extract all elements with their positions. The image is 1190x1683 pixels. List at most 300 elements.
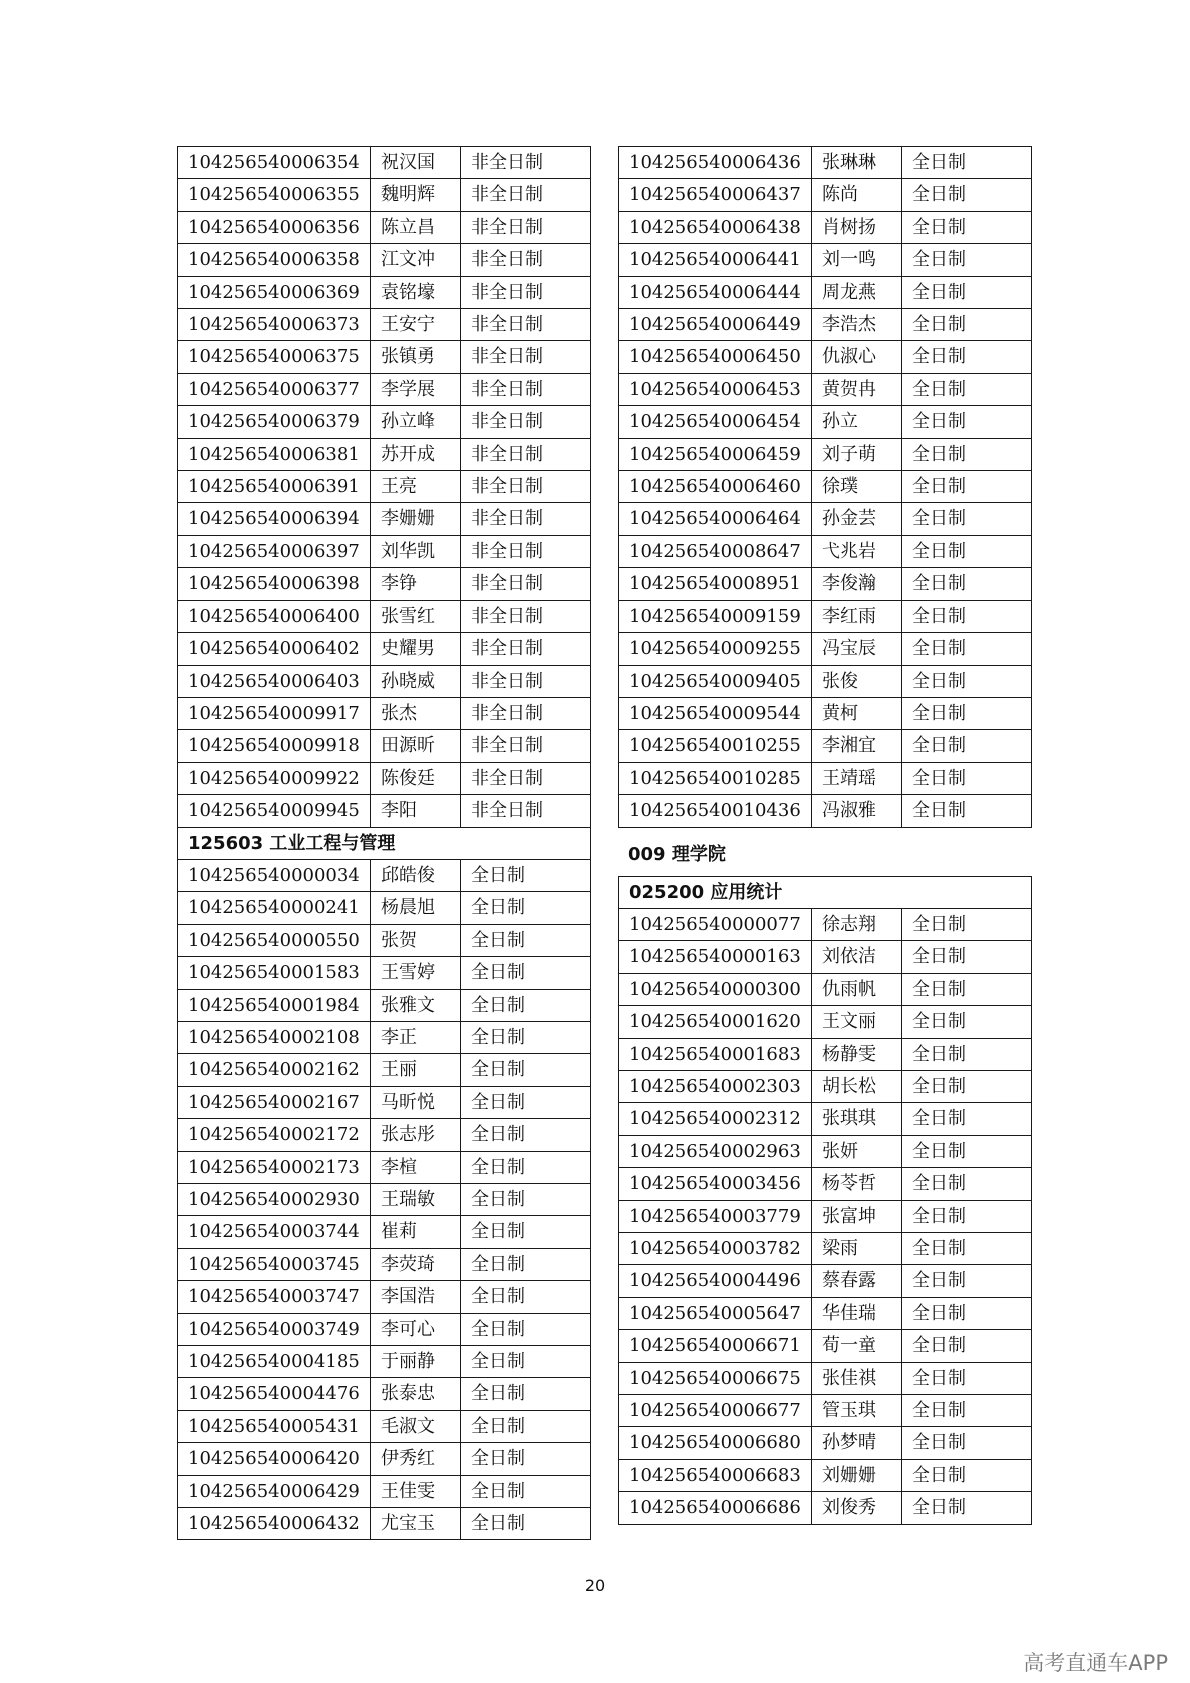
- student-name-cell: 袁铭壕: [371, 276, 461, 308]
- student-name-cell: 李俊瀚: [812, 568, 902, 600]
- candidate-id-cell: 104256540001583: [178, 957, 371, 989]
- candidate-id-cell: 104256540009945: [178, 795, 371, 827]
- candidate-id-cell: 104256540006444: [619, 276, 812, 308]
- candidate-id-cell: 104256540004496: [619, 1265, 812, 1297]
- study-mode-cell: 全日制: [902, 633, 1032, 665]
- student-name-cell: 李可心: [371, 1313, 461, 1345]
- candidate-id-cell: 104256540003749: [178, 1313, 371, 1345]
- student-name-cell: 尤宝玉: [371, 1508, 461, 1540]
- table-row: [178, 1378, 591, 1410]
- table-row: [178, 600, 591, 632]
- table-row: [619, 471, 1032, 503]
- table-row: [619, 244, 1032, 276]
- candidate-id-cell: 104256540006432: [178, 1508, 371, 1540]
- candidate-id-cell: 104256540005647: [619, 1297, 812, 1329]
- study-mode-cell: 全日制: [902, 179, 1032, 211]
- student-name-cell: 刘姗姗: [812, 1459, 902, 1491]
- student-name-cell: 华佳瑞: [812, 1297, 902, 1329]
- candidate-id-cell: 104256540002162: [178, 1054, 371, 1086]
- student-name-cell: 张琪琪: [812, 1103, 902, 1135]
- table-row: [178, 795, 591, 827]
- study-mode-cell: 全日制: [902, 1103, 1032, 1135]
- table-row: [619, 211, 1032, 243]
- study-mode-cell: 全日制: [461, 1410, 591, 1442]
- study-mode-cell: 全日制: [902, 1330, 1032, 1362]
- candidate-id-cell: 104256540006683: [619, 1459, 812, 1491]
- study-mode-cell: 全日制: [461, 1216, 591, 1248]
- student-name-cell: 孙立峰: [371, 406, 461, 438]
- table-row: [178, 147, 591, 179]
- table-row: [178, 892, 591, 924]
- candidate-id-cell: 104256540006377: [178, 373, 371, 405]
- table-row: [178, 438, 591, 470]
- candidate-id-cell: 104256540003745: [178, 1248, 371, 1280]
- study-mode-cell: 全日制: [902, 795, 1032, 827]
- table-row: [178, 211, 591, 243]
- study-mode-cell: 非全日制: [461, 341, 591, 373]
- study-mode-cell: 非全日制: [461, 406, 591, 438]
- study-mode-cell: 全日制: [461, 989, 591, 1021]
- study-mode-cell: 全日制: [902, 373, 1032, 405]
- student-name-cell: 黄柯: [812, 697, 902, 729]
- section-row: [178, 827, 591, 859]
- table-row: [619, 179, 1032, 211]
- study-mode-cell: 全日制: [902, 1233, 1032, 1265]
- student-name-cell: 张妍: [812, 1135, 902, 1167]
- study-mode-cell: 非全日制: [461, 600, 591, 632]
- major-heading: 125603 工业工程与管理: [178, 827, 591, 859]
- candidate-id-cell: 104256540002108: [178, 1021, 371, 1053]
- candidate-id-cell: 104256540006373: [178, 309, 371, 341]
- study-mode-cell: 非全日制: [461, 503, 591, 535]
- table-row: [178, 1248, 591, 1280]
- table-row: [619, 600, 1032, 632]
- table-row: [619, 697, 1032, 729]
- study-mode-cell: 全日制: [902, 697, 1032, 729]
- candidate-id-cell: 104256540006441: [619, 244, 812, 276]
- table-row: [619, 1459, 1032, 1491]
- study-mode-cell: 全日制: [902, 471, 1032, 503]
- table-row: [619, 795, 1032, 827]
- candidate-id-cell: 104256540006403: [178, 665, 371, 697]
- table-row: [619, 1297, 1032, 1329]
- student-name-cell: 魏明辉: [371, 179, 461, 211]
- page-number: 20: [584, 1576, 606, 1595]
- table-row: [178, 730, 591, 762]
- table-row: [619, 535, 1032, 567]
- student-name-cell: 张泰忠: [371, 1378, 461, 1410]
- student-name-cell: 王佳雯: [371, 1475, 461, 1507]
- study-mode-cell: 全日制: [902, 1070, 1032, 1102]
- student-name-cell: 孙晓威: [371, 665, 461, 697]
- student-name-cell: 李姗姗: [371, 503, 461, 535]
- candidate-id-cell: 104256540006375: [178, 341, 371, 373]
- study-mode-cell: 全日制: [902, 1265, 1032, 1297]
- student-name-cell: 蔡春露: [812, 1265, 902, 1297]
- candidate-id-cell: 104256540000241: [178, 892, 371, 924]
- student-name-cell: 张雅文: [371, 989, 461, 1021]
- study-mode-cell: 全日制: [902, 244, 1032, 276]
- candidate-id-cell: 104256540006677: [619, 1395, 812, 1427]
- table-row: [178, 1184, 591, 1216]
- study-mode-cell: 全日制: [902, 503, 1032, 535]
- student-name-cell: 仇雨帆: [812, 973, 902, 1005]
- table-row: [619, 908, 1032, 940]
- table-row: [178, 503, 591, 535]
- student-name-cell: 刘依洁: [812, 941, 902, 973]
- student-name-cell: 田源昕: [371, 730, 461, 762]
- student-name-cell: 孙金芸: [812, 503, 902, 535]
- study-mode-cell: 全日制: [461, 859, 591, 891]
- candidate-id-cell: 104256540000163: [619, 941, 812, 973]
- study-mode-cell: 全日制: [461, 1119, 591, 1151]
- study-mode-cell: 全日制: [461, 957, 591, 989]
- table-row: [619, 973, 1032, 1005]
- table-row: [619, 1038, 1032, 1070]
- student-name-cell: 李正: [371, 1021, 461, 1053]
- student-name-cell: 江文冲: [371, 244, 461, 276]
- study-mode-cell: 全日制: [902, 1168, 1032, 1200]
- student-name-cell: 张雪红: [371, 600, 461, 632]
- candidate-id-cell: 104256540006450: [619, 341, 812, 373]
- candidate-id-cell: 104256540006437: [619, 179, 812, 211]
- table-row: [178, 762, 591, 794]
- student-name-cell: 王瑞敏: [371, 1184, 461, 1216]
- student-name-cell: 于丽静: [371, 1346, 461, 1378]
- student-name-cell: 李浩杰: [812, 309, 902, 341]
- table-row: [178, 989, 591, 1021]
- student-name-cell: 李阳: [371, 795, 461, 827]
- candidate-id-cell: 104256540006459: [619, 438, 812, 470]
- study-mode-cell: 全日制: [461, 1184, 591, 1216]
- student-name-cell: 李铮: [371, 568, 461, 600]
- study-mode-cell: 全日制: [461, 1086, 591, 1118]
- table-row: [619, 568, 1032, 600]
- study-mode-cell: 全日制: [902, 1492, 1032, 1524]
- student-name-cell: 李楦: [371, 1151, 461, 1183]
- student-name-cell: 梁雨: [812, 1233, 902, 1265]
- student-name-cell: 荀一童: [812, 1330, 902, 1362]
- student-name-cell: 马昕悦: [371, 1086, 461, 1118]
- table-row: [178, 1443, 591, 1475]
- study-mode-cell: 非全日制: [461, 665, 591, 697]
- study-mode-cell: 全日制: [902, 276, 1032, 308]
- table-row: [619, 1070, 1032, 1102]
- study-mode-cell: 全日制: [461, 1151, 591, 1183]
- candidate-id-cell: 104256540006429: [178, 1475, 371, 1507]
- student-name-cell: 胡长松: [812, 1070, 902, 1102]
- table-row: [178, 179, 591, 211]
- study-mode-cell: 全日制: [902, 1427, 1032, 1459]
- study-mode-cell: 全日制: [902, 211, 1032, 243]
- candidate-id-cell: 104256540002167: [178, 1086, 371, 1118]
- student-name-cell: 徐璞: [812, 471, 902, 503]
- study-mode-cell: 非全日制: [461, 309, 591, 341]
- college-heading: 009 理学院: [628, 843, 726, 865]
- study-mode-cell: 全日制: [902, 1200, 1032, 1232]
- candidate-id-cell: 104256540003779: [619, 1200, 812, 1232]
- candidate-id-cell: 104256540001620: [619, 1006, 812, 1038]
- student-name-cell: 弋兆岩: [812, 535, 902, 567]
- study-mode-cell: 全日制: [461, 1313, 591, 1345]
- table-row: [178, 1054, 591, 1086]
- table-row: [619, 1006, 1032, 1038]
- student-name-cell: 张俊: [812, 665, 902, 697]
- student-name-cell: 周龙燕: [812, 276, 902, 308]
- student-name-cell: 刘子萌: [812, 438, 902, 470]
- student-name-cell: 王丽: [371, 1054, 461, 1086]
- table-row: [178, 568, 591, 600]
- study-mode-cell: 非全日制: [461, 762, 591, 794]
- study-mode-cell: 全日制: [902, 406, 1032, 438]
- study-mode-cell: 全日制: [902, 762, 1032, 794]
- candidate-id-cell: 104256540006671: [619, 1330, 812, 1362]
- candidate-id-cell: 104256540002930: [178, 1184, 371, 1216]
- candidate-id-cell: 104256540006460: [619, 471, 812, 503]
- candidate-id-cell: 104256540006391: [178, 471, 371, 503]
- study-mode-cell: 全日制: [902, 665, 1032, 697]
- candidate-id-cell: 104256540003744: [178, 1216, 371, 1248]
- study-mode-cell: 非全日制: [461, 147, 591, 179]
- student-name-cell: 毛淑文: [371, 1410, 461, 1442]
- candidate-id-cell: 104256540006449: [619, 309, 812, 341]
- table-row: [619, 633, 1032, 665]
- student-name-cell: 刘一鸣: [812, 244, 902, 276]
- study-mode-cell: 全日制: [902, 1135, 1032, 1167]
- table-row: [178, 859, 591, 891]
- table-row: [178, 406, 591, 438]
- student-name-cell: 王文丽: [812, 1006, 902, 1038]
- student-name-cell: 孙立: [812, 406, 902, 438]
- candidate-id-cell: 104256540009405: [619, 665, 812, 697]
- study-mode-cell: 全日制: [902, 535, 1032, 567]
- candidate-id-cell: 104256540006400: [178, 600, 371, 632]
- table-row: [178, 373, 591, 405]
- candidate-id-cell: 104256540006686: [619, 1492, 812, 1524]
- student-name-cell: 陈立昌: [371, 211, 461, 243]
- study-mode-cell: 全日制: [461, 1346, 591, 1378]
- candidate-id-cell: 104256540006453: [619, 373, 812, 405]
- section-row: [619, 876, 1032, 908]
- student-name-cell: 陈尚: [812, 179, 902, 211]
- candidate-id-cell: 104256540001683: [619, 1038, 812, 1070]
- candidate-id-cell: 104256540006402: [178, 633, 371, 665]
- table-row: [178, 1508, 591, 1540]
- table-row: [619, 730, 1032, 762]
- candidate-id-cell: 104256540003782: [619, 1233, 812, 1265]
- candidate-id-cell: 104256540005431: [178, 1410, 371, 1442]
- candidate-id-cell: 104256540006436: [619, 147, 812, 179]
- student-name-cell: 冯淑雅: [812, 795, 902, 827]
- study-mode-cell: 全日制: [461, 1443, 591, 1475]
- candidate-id-cell: 104256540009159: [619, 600, 812, 632]
- study-mode-cell: 全日制: [902, 1459, 1032, 1491]
- student-name-cell: 张佳祺: [812, 1362, 902, 1394]
- student-name-cell: 伊秀红: [371, 1443, 461, 1475]
- table-row: [178, 1313, 591, 1345]
- table-row: [619, 438, 1032, 470]
- study-mode-cell: 全日制: [461, 1054, 591, 1086]
- candidate-id-cell: 104256540006464: [619, 503, 812, 535]
- table-row: [619, 1168, 1032, 1200]
- table-row: [178, 1410, 591, 1442]
- student-name-cell: 张镇勇: [371, 341, 461, 373]
- table-row: [619, 1103, 1032, 1135]
- candidate-id-cell: 104256540000077: [619, 908, 812, 940]
- table-row: [619, 1492, 1032, 1524]
- table-row: [178, 957, 591, 989]
- candidate-id-cell: 104256540008647: [619, 535, 812, 567]
- candidate-id-cell: 104256540006356: [178, 211, 371, 243]
- candidate-id-cell: 104256540006369: [178, 276, 371, 308]
- left-column: [177, 146, 591, 1540]
- table-row: [178, 309, 591, 341]
- student-name-cell: 杨苓哲: [812, 1168, 902, 1200]
- candidate-id-cell: 104256540000034: [178, 859, 371, 891]
- study-mode-cell: 全日制: [461, 1248, 591, 1280]
- candidate-id-cell: 104256540006398: [178, 568, 371, 600]
- table-row: [619, 1427, 1032, 1459]
- candidate-id-cell: 104256540004476: [178, 1378, 371, 1410]
- table-row: [619, 1135, 1032, 1167]
- table-row: [619, 147, 1032, 179]
- student-name-cell: 陈俊廷: [371, 762, 461, 794]
- admission-table: [177, 146, 591, 1540]
- study-mode-cell: 非全日制: [461, 373, 591, 405]
- table-row: [178, 535, 591, 567]
- study-mode-cell: 非全日制: [461, 471, 591, 503]
- student-name-cell: 王亮: [371, 471, 461, 503]
- study-mode-cell: 全日制: [902, 1038, 1032, 1070]
- candidate-id-cell: 104256540006680: [619, 1427, 812, 1459]
- major-heading: 025200 应用统计: [619, 876, 1032, 908]
- table-row: [619, 1233, 1032, 1265]
- study-mode-cell: 全日制: [902, 730, 1032, 762]
- study-mode-cell: 非全日制: [461, 244, 591, 276]
- candidate-id-cell: 104256540000550: [178, 924, 371, 956]
- table-row: [178, 633, 591, 665]
- table-row: [619, 503, 1032, 535]
- table-row: [619, 762, 1032, 794]
- table-row: [178, 471, 591, 503]
- table-row: [178, 1281, 591, 1313]
- student-name-cell: 管玉琪: [812, 1395, 902, 1427]
- candidate-id-cell: 104256540002173: [178, 1151, 371, 1183]
- student-name-cell: 张志彤: [371, 1119, 461, 1151]
- student-name-cell: 张富坤: [812, 1200, 902, 1232]
- table-row: [178, 1119, 591, 1151]
- study-mode-cell: 非全日制: [461, 730, 591, 762]
- student-name-cell: 仇淑心: [812, 341, 902, 373]
- student-name-cell: 孙梦晴: [812, 1427, 902, 1459]
- study-mode-cell: 全日制: [902, 309, 1032, 341]
- table-row: [619, 1330, 1032, 1362]
- table-row: [178, 1021, 591, 1053]
- student-name-cell: 张杰: [371, 697, 461, 729]
- table-row: [619, 1200, 1032, 1232]
- student-name-cell: 杨晨旭: [371, 892, 461, 924]
- study-mode-cell: 全日制: [461, 1378, 591, 1410]
- study-mode-cell: 非全日制: [461, 795, 591, 827]
- student-name-cell: 杨静雯: [812, 1038, 902, 1070]
- study-mode-cell: 全日制: [902, 973, 1032, 1005]
- candidate-id-cell: 104256540004185: [178, 1346, 371, 1378]
- admission-table: [618, 146, 1032, 828]
- study-mode-cell: 全日制: [902, 1362, 1032, 1394]
- candidate-id-cell: 104256540008951: [619, 568, 812, 600]
- student-name-cell: 邱皓俊: [371, 859, 461, 891]
- student-name-cell: 张琳琳: [812, 147, 902, 179]
- study-mode-cell: 非全日制: [461, 697, 591, 729]
- table-row: [619, 1362, 1032, 1394]
- table-row: [619, 1265, 1032, 1297]
- candidate-id-cell: 104256540002303: [619, 1070, 812, 1102]
- table-row: [619, 1395, 1032, 1427]
- candidate-id-cell: 104256540009917: [178, 697, 371, 729]
- student-name-cell: 祝汉国: [371, 147, 461, 179]
- table-row: [619, 373, 1032, 405]
- study-mode-cell: 全日制: [461, 1281, 591, 1313]
- candidate-id-cell: 104256540010436: [619, 795, 812, 827]
- table-row: [619, 406, 1032, 438]
- table-row: [619, 341, 1032, 373]
- study-mode-cell: 非全日制: [461, 276, 591, 308]
- student-name-cell: 徐志翔: [812, 908, 902, 940]
- study-mode-cell: 非全日制: [461, 438, 591, 470]
- study-mode-cell: 非全日制: [461, 633, 591, 665]
- candidate-id-cell: 104256540006354: [178, 147, 371, 179]
- candidate-id-cell: 104256540003747: [178, 1281, 371, 1313]
- student-name-cell: 张贺: [371, 924, 461, 956]
- table-row: [178, 1151, 591, 1183]
- table-row: [178, 1216, 591, 1248]
- table-row: [619, 665, 1032, 697]
- candidate-id-cell: 104256540009922: [178, 762, 371, 794]
- candidate-id-cell: 104256540006454: [619, 406, 812, 438]
- table-row: [178, 276, 591, 308]
- study-mode-cell: 全日制: [902, 1395, 1032, 1427]
- study-mode-cell: 全日制: [902, 1297, 1032, 1329]
- table-row: [178, 1475, 591, 1507]
- candidate-id-cell: 104256540006358: [178, 244, 371, 276]
- table-row: [178, 1346, 591, 1378]
- table-row: [619, 309, 1032, 341]
- student-name-cell: 王雪婷: [371, 957, 461, 989]
- admission-table: [618, 876, 1032, 1525]
- candidate-id-cell: 104256540001984: [178, 989, 371, 1021]
- candidate-id-cell: 104256540009544: [619, 697, 812, 729]
- study-mode-cell: 全日制: [902, 1006, 1032, 1038]
- table-row: [178, 341, 591, 373]
- table-row: [178, 665, 591, 697]
- study-mode-cell: 非全日制: [461, 211, 591, 243]
- table-row: [178, 697, 591, 729]
- table-row: [619, 276, 1032, 308]
- candidate-id-cell: 104256540000300: [619, 973, 812, 1005]
- study-mode-cell: 非全日制: [461, 568, 591, 600]
- candidate-id-cell: 104256540006397: [178, 535, 371, 567]
- candidate-id-cell: 104256540009918: [178, 730, 371, 762]
- candidate-id-cell: 104256540002312: [619, 1103, 812, 1135]
- study-mode-cell: 全日制: [461, 1508, 591, 1540]
- student-name-cell: 黄贺冉: [812, 373, 902, 405]
- study-mode-cell: 全日制: [902, 568, 1032, 600]
- candidate-id-cell: 104256540006379: [178, 406, 371, 438]
- study-mode-cell: 全日制: [461, 892, 591, 924]
- candidate-id-cell: 104256540010285: [619, 762, 812, 794]
- student-name-cell: 苏开成: [371, 438, 461, 470]
- candidate-id-cell: 104256540009255: [619, 633, 812, 665]
